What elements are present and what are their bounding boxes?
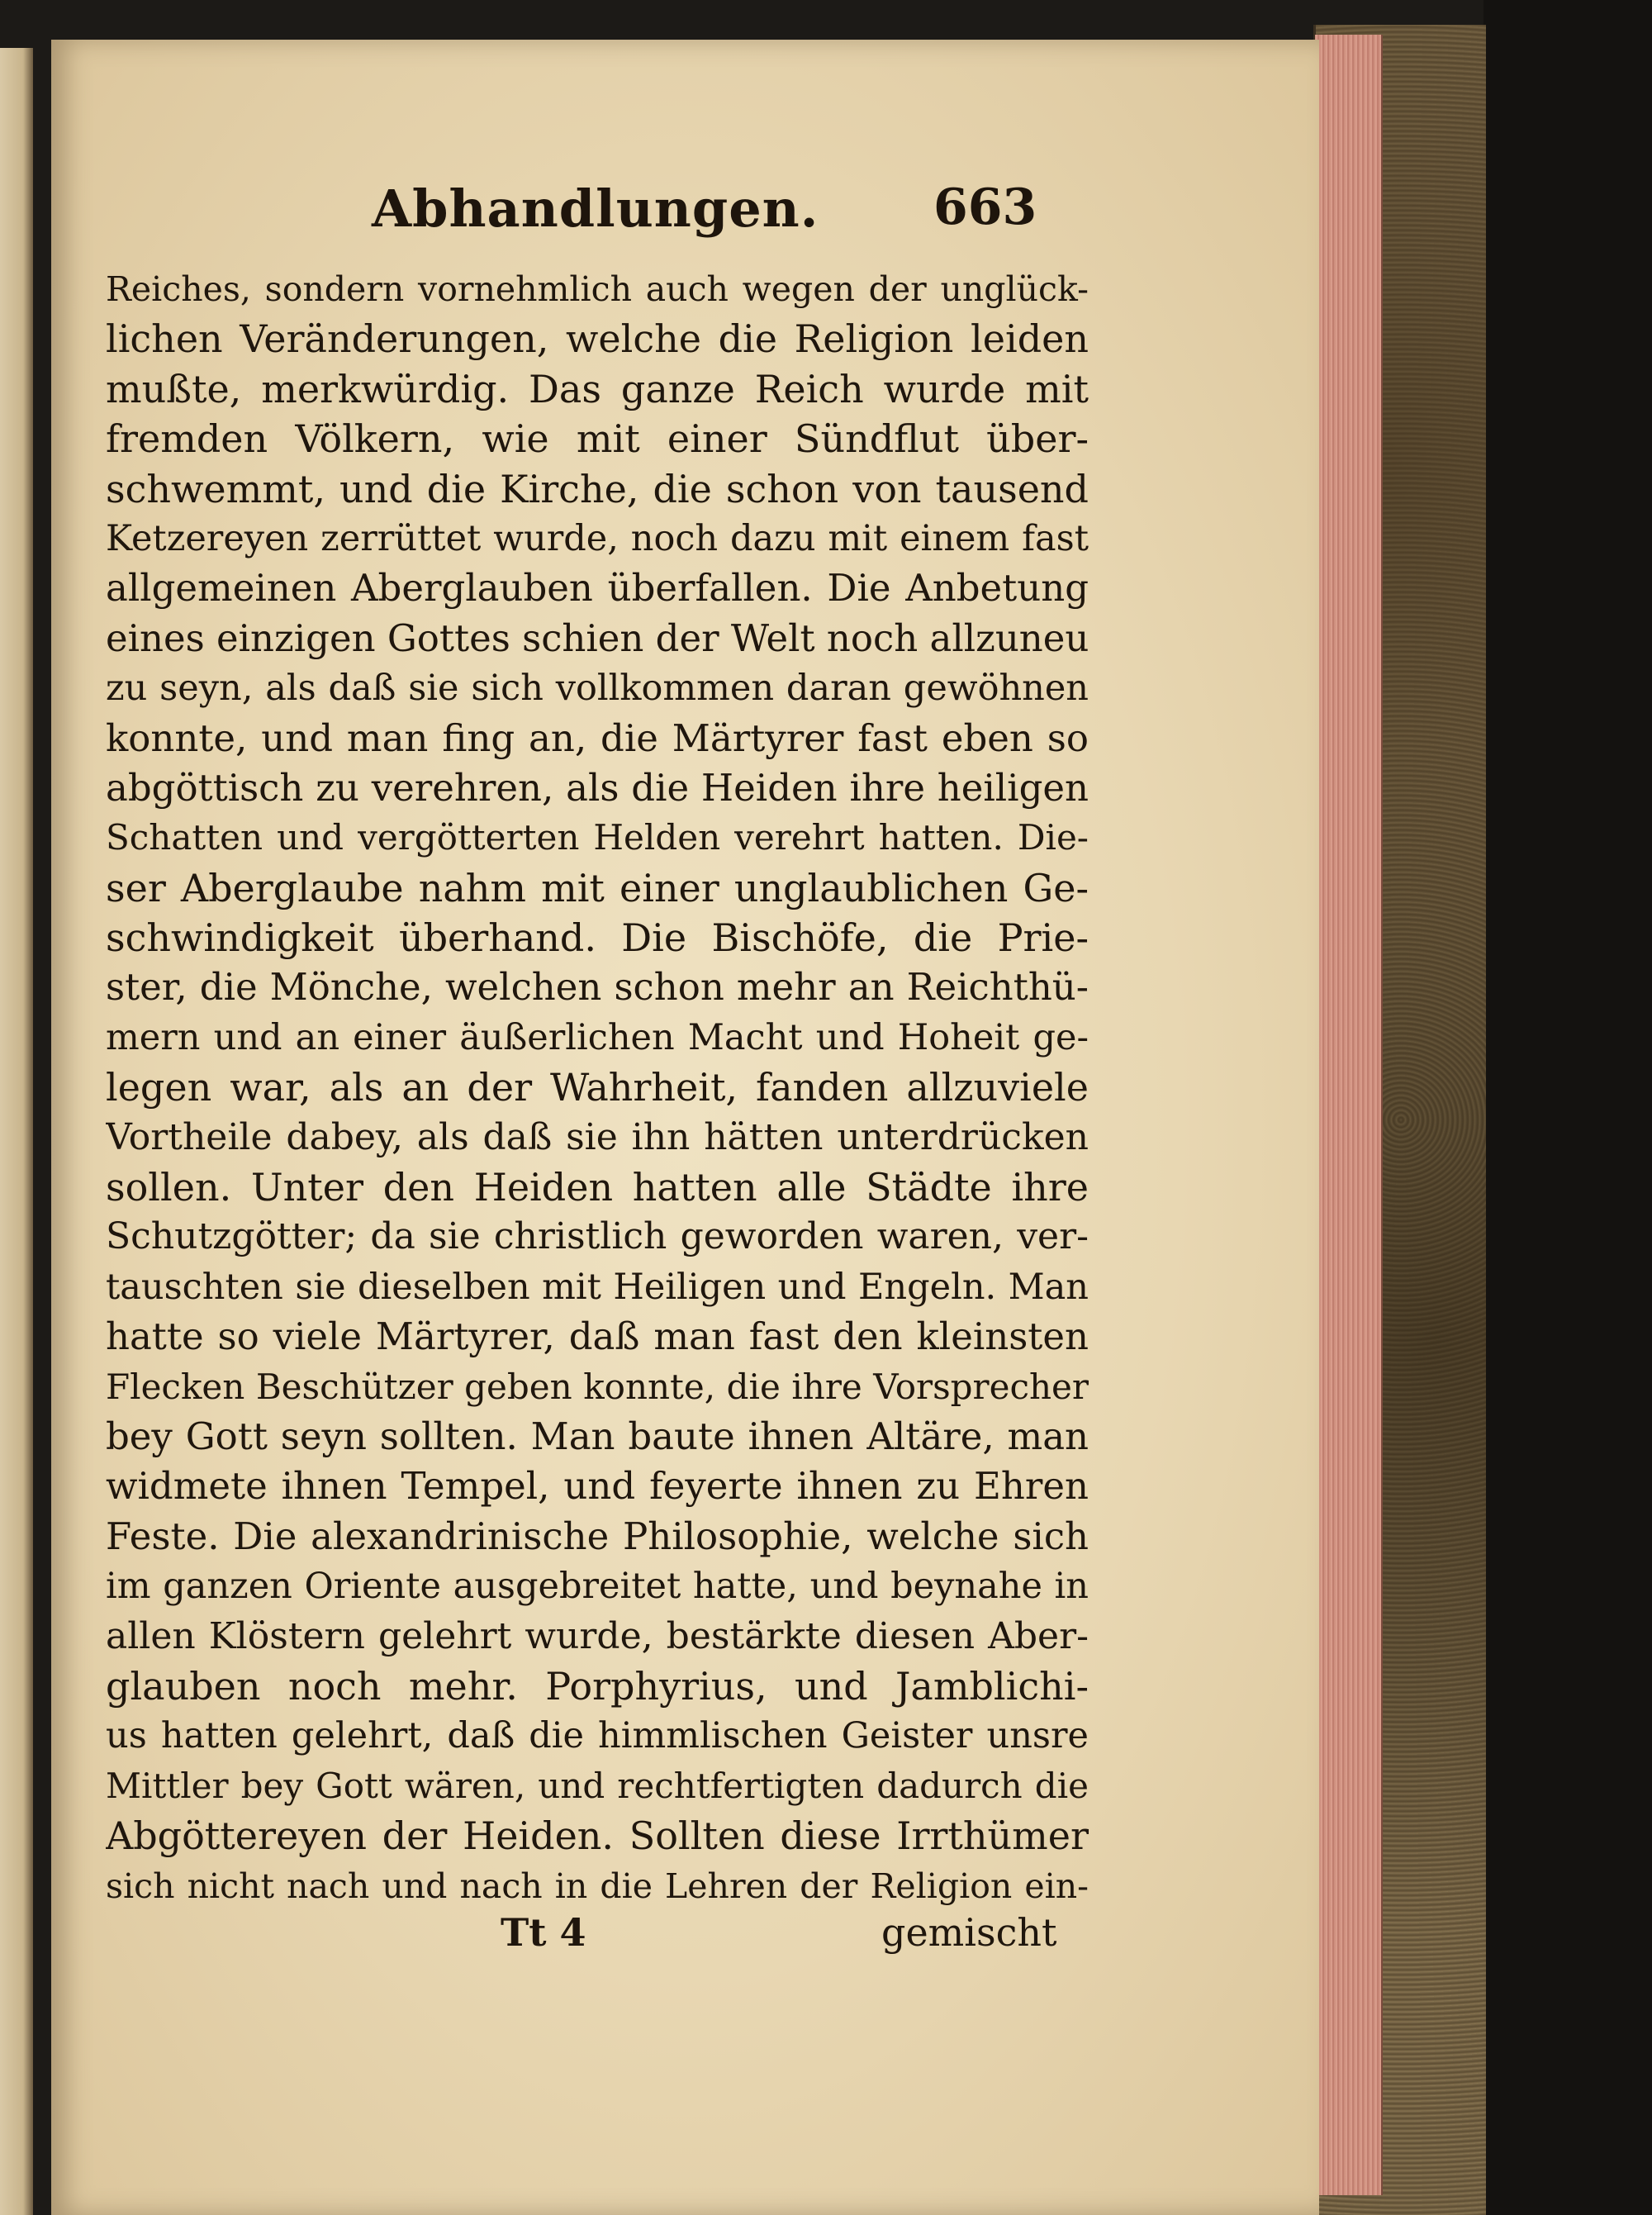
text-line: widmete ihnen Tempel, und feyerte ihnen zu Ehren bbox=[106, 1464, 1089, 1509]
page-footer bbox=[51, 1910, 1319, 1968]
text-line: lichen Veränderungen, welche die Religion leiden bbox=[106, 316, 1089, 362]
text-line: ser Aberglaube nahm mit einer unglaublichen Ge- bbox=[106, 865, 1089, 910]
text-line: Schutzgötter; da sie christlich geworden waren, ver- bbox=[106, 1215, 1089, 1258]
text-line: schwemmt, und die Kirche, die schon von tausend bbox=[106, 466, 1089, 511]
facing-page-edge bbox=[0, 48, 33, 2215]
page bbox=[51, 40, 1319, 2215]
text-line: mern und an einer äußerlichen Macht und Hoheit ge- bbox=[106, 1016, 1089, 1058]
text-line: Abgöttereyen der Heiden. Sollten diese Irrthümer bbox=[106, 1813, 1089, 1859]
text-line: Schatten und vergötterten Helden verehrt hatten. Die- bbox=[106, 817, 1089, 858]
text-line: mußte, merkwürdig. Das ganze Reich wurde mit bbox=[106, 366, 1089, 411]
background bbox=[1483, 0, 1652, 2215]
text-line: allgemeinen Aberglauben überfallen. Die Anbetung bbox=[106, 566, 1089, 611]
signature-mark: Tt 4 bbox=[501, 1910, 586, 1955]
page-number: 663 bbox=[933, 178, 1037, 236]
text-line: allen Klöstern gelehrt wurde, bestärkte diesen Aber- bbox=[106, 1614, 1089, 1657]
text-line: Flecken Beschützer geben konnte, die ihre Vorsprecher bbox=[106, 1366, 1089, 1407]
text-line: sollen. Unter den Heiden hatten alle Städte ihre bbox=[106, 1165, 1089, 1210]
text-line: Vortheile dabey, als daß sie ihn hätten unterdrücken bbox=[106, 1115, 1089, 1158]
running-head: Abhandlungen. bbox=[372, 178, 819, 239]
body-text bbox=[106, 264, 1089, 1911]
text-line: schwindigkeit überhand. Die Bischöfe, die Prie- bbox=[106, 915, 1089, 961]
text-line: fremden Völkern, wie mit einer Sündflut über- bbox=[106, 416, 1089, 462]
text-line: tauschten sie dieselben mit Heiligen und Engeln. Man bbox=[106, 1266, 1089, 1308]
text-line: hatte so viele Märtyrer, daß man fast den kleinsten bbox=[106, 1314, 1089, 1359]
text-line: im ganzen Oriente ausgebreitet hatte, und beynahe in bbox=[106, 1566, 1089, 1608]
text-line: ster, die Mönche, welchen schon mehr an Reichthü- bbox=[106, 965, 1089, 1010]
catchword: gemischt bbox=[881, 1910, 1057, 1955]
text-line: eines einzigen Gottes schien der Welt noch allzuneu bbox=[106, 616, 1089, 660]
text-line: Mittler bey Gott wären, und rechtfertigten dadurch die bbox=[106, 1765, 1089, 1806]
text-line: Feste. Die alexandrinische Philosophie, welche sich bbox=[106, 1514, 1089, 1558]
page-header bbox=[51, 178, 1319, 253]
text-line: sich nicht nach und nach in die Lehren der Religion ein- bbox=[106, 1866, 1089, 1906]
text-line: legen war, als an der Wahrheit, fanden allzuviele bbox=[106, 1065, 1089, 1110]
text-line: bey Gott seyn sollten. Man baute ihnen Altäre, man bbox=[106, 1414, 1089, 1458]
text-line: Reiches, sondern vornehmlich auch wegen der unglück- bbox=[106, 269, 1089, 309]
page-block-edge bbox=[1315, 35, 1383, 2195]
text-line: konnte, und man fing an, die Märtyrer fast eben so bbox=[106, 715, 1089, 760]
text-line: abgöttisch zu verehren, als die Heiden ihre heiligen bbox=[106, 765, 1089, 810]
text-line: us hatten gelehrt, daß die himmlischen Geister unsre bbox=[106, 1715, 1089, 1757]
text-line: zu seyn, als daß sie sich vollkommen daran gewöhnen bbox=[106, 668, 1089, 710]
text-line: Ketzereyen zerrüttet wurde, noch dazu mit einem fast bbox=[106, 517, 1089, 559]
text-line: glauben noch mehr. Porphyrius, und Jamblichi- bbox=[106, 1663, 1089, 1709]
